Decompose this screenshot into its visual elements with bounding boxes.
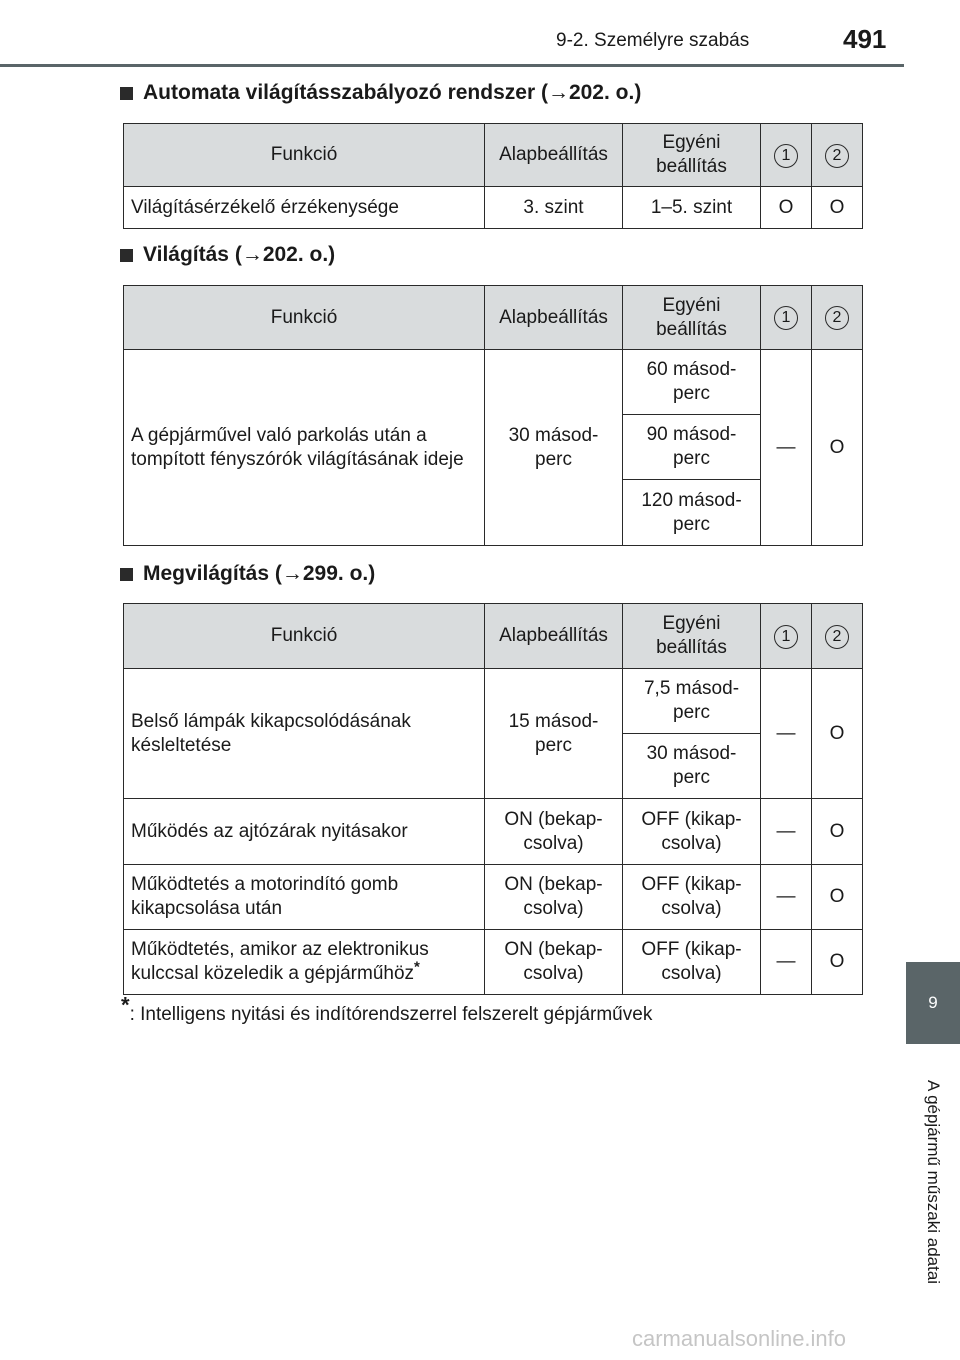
table-row <box>124 930 863 995</box>
cell-col1: — <box>761 865 812 930</box>
header-custom-line1: Egyéni <box>662 294 721 316</box>
cell-col2: O <box>812 350 863 546</box>
header-default: Alapbeállítás <box>485 286 623 350</box>
section-title-text: Világítás (→202. o.) <box>143 243 336 266</box>
table-row <box>124 865 863 930</box>
header-custom-line2: beállítás <box>656 318 727 340</box>
section-title-lighting <box>120 240 335 270</box>
cell-function: Belső lámpák kikapcsolódásának késleltetése <box>124 669 485 799</box>
header-default: Alapbeállítás <box>485 604 623 669</box>
header-custom <box>623 124 761 187</box>
circled-1-icon: 1 <box>774 144 798 168</box>
watermark: carmanualsonline.info <box>632 1326 847 1351</box>
cell-function <box>124 930 485 995</box>
table-lighting <box>123 285 863 546</box>
cell-function: Működés az ajtózárak nyitásakor <box>124 799 485 865</box>
table-row <box>124 799 863 865</box>
header-col1 <box>761 286 812 350</box>
cell-custom-option: 60 másod-perc <box>623 350 761 415</box>
cell-col1: — <box>761 930 812 995</box>
cell-col1: — <box>761 799 812 865</box>
circled-2-icon: 2 <box>825 306 849 330</box>
header-function: Funkció <box>124 124 485 187</box>
header-col2 <box>812 286 863 350</box>
header-col1 <box>761 604 812 669</box>
header-function: Funkció <box>124 604 485 669</box>
cell-function-text: Működtetés, amikor az elektronikus kulccsal közeledik a gépjárműhöz <box>131 939 429 984</box>
cell-col1: — <box>761 350 812 546</box>
chapter-tab-number: 9 <box>906 962 960 1044</box>
cell-custom-option: 120 másod-perc <box>623 480 761 546</box>
cell-default: ON (bekap-csolva) <box>485 799 623 865</box>
table-row <box>124 669 863 734</box>
cell-default: ON (bekap-csolva) <box>485 865 623 930</box>
header-custom-line1: Egyéni <box>662 132 721 153</box>
table-automatic-lighting <box>123 123 863 229</box>
table-row <box>124 350 863 415</box>
header-col1 <box>761 124 812 187</box>
cell-default: 15 másod-perc <box>485 669 623 799</box>
header-rule <box>0 64 904 67</box>
section-title-text: Automata világításszabályozó rendszer (→202. o.) <box>143 81 642 104</box>
cell-col2: O <box>812 799 863 865</box>
cell-function: Működtetés a motorindító gomb kikapcsolása után <box>124 865 485 930</box>
cell-col2: O <box>812 865 863 930</box>
header-col2 <box>812 604 863 669</box>
cell-custom-option: 90 másod-perc <box>623 415 761 480</box>
chapter-tab-label-text: A gépjármű műszaki adatai <box>924 1079 944 1285</box>
cell-col2: O <box>812 930 863 995</box>
cell-custom: OFF (kikap-csolva) <box>623 930 761 995</box>
cell-col1: O <box>761 187 812 229</box>
footnote-star: * <box>121 992 130 1018</box>
table-row <box>124 187 863 229</box>
section-title-automatic-lighting <box>120 78 641 108</box>
section-title-text: Megvilágítás (→299. o.) <box>143 562 376 585</box>
header-custom-line2: beállítás <box>656 156 727 177</box>
section-title-illumination <box>120 559 375 589</box>
circled-2-icon: 2 <box>825 144 849 168</box>
circled-1-icon: 1 <box>774 306 798 330</box>
footnote <box>121 992 653 1026</box>
cell-custom-option: 30 másod-perc <box>623 734 761 799</box>
cell-default: 3. szint <box>485 187 623 229</box>
circled-1-icon: 1 <box>774 625 798 649</box>
page-number: 491 <box>843 24 887 54</box>
cell-function: A gépjárművel való parkolás után a tompított fényszórók világításának ideje <box>124 350 485 546</box>
header-custom-line1: Egyéni <box>662 613 721 634</box>
cell-custom: 1–5. szint <box>623 187 761 229</box>
cell-default: 30 másod-perc <box>485 350 623 546</box>
cell-col2: O <box>812 669 863 799</box>
header-default: Alapbeállítás <box>485 124 623 187</box>
cell-col1: — <box>761 669 812 799</box>
header-col2 <box>812 124 863 187</box>
table-illumination <box>123 603 863 995</box>
cell-custom: OFF (kikap-csolva) <box>623 799 761 865</box>
header-custom-line2: beállítás <box>656 637 727 658</box>
header-custom <box>623 286 761 350</box>
section-bullet <box>120 87 133 100</box>
header-custom <box>623 604 761 669</box>
cell-col2: O <box>812 187 863 229</box>
cell-function: Világításérzékelő érzékenysége <box>124 187 485 229</box>
footnote-text: : Intelligens nyitási és indítórendszerrel felszerelt gépjárművek <box>129 1004 653 1025</box>
cell-custom: OFF (kikap-csolva) <box>623 865 761 930</box>
cell-default: ON (bekap-csolva) <box>485 930 623 995</box>
footnote-marker: * <box>414 958 420 976</box>
header-section-title: 9-2. Személyre szabás <box>556 30 750 51</box>
header-function: Funkció <box>124 286 485 350</box>
cell-custom-option: 7,5 másod-perc <box>623 669 761 734</box>
circled-2-icon: 2 <box>825 625 849 649</box>
section-bullet <box>120 568 133 581</box>
section-bullet <box>120 249 133 262</box>
chapter-tab-label <box>906 1044 960 1320</box>
